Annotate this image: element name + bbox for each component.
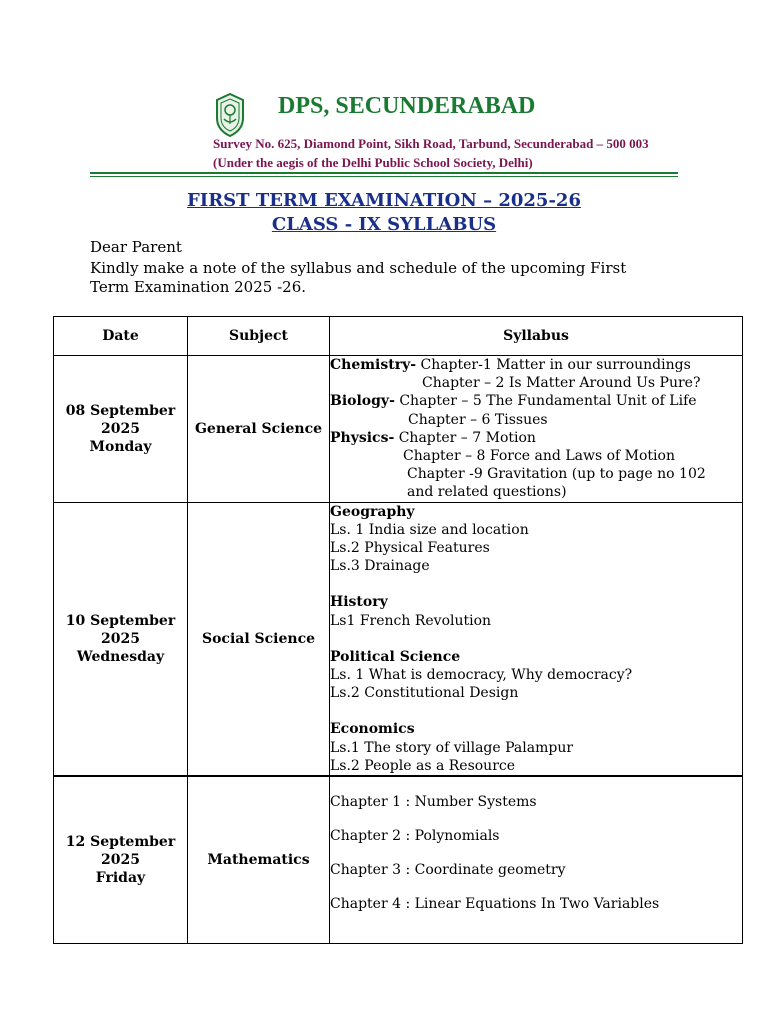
exam-date: [54, 502, 188, 776]
date-weekday: Monday: [89, 438, 152, 455]
header-syllabus: Syllabus: [330, 317, 743, 356]
subject-name: Mathematics: [188, 776, 330, 944]
table-row: [54, 776, 743, 944]
subject-name: General Science: [188, 356, 330, 503]
chapter-text: Chapter -9 Gravitation (up to page no 102: [407, 466, 706, 483]
school-address: Survey No. 625, Diamond Point, Sikh Road, Tarbund, Secunderabad – 500 003: [213, 136, 649, 151]
lesson-text: Ls.2 Physical Features: [330, 540, 490, 557]
chapter-text: Chapter – 2 Is Matter Around Us Pure?: [422, 375, 701, 392]
date-day: 12 September: [65, 834, 176, 851]
section-label: Political Science: [330, 648, 461, 665]
school-affiliation: (Under the aegis of the Delhi Public School Society, Delhi): [213, 155, 533, 170]
section-label: Geography: [330, 503, 415, 520]
class-title: CLASS - IX SYLLABUS: [271, 214, 497, 235]
chapter-text: Chapter – 7 Motion: [394, 429, 536, 446]
header-divider-thin: [90, 176, 678, 177]
section-label: Physics-: [330, 429, 395, 446]
date-year: 2025: [101, 420, 140, 437]
chapter-text: Chapter 2 : Polynomials: [330, 828, 500, 845]
table-row: [54, 356, 743, 503]
syllabus-cell: [330, 502, 743, 776]
section-label: Biology-: [330, 393, 395, 410]
date-year: 2025: [101, 852, 140, 869]
greeting: Dear Parent: [90, 238, 182, 256]
exam-date: [54, 356, 188, 503]
date-weekday: Wednesday: [76, 648, 165, 665]
date-year: 2025: [101, 630, 140, 647]
table-header-row: [54, 317, 743, 356]
syllabus-cell: [330, 356, 743, 503]
chapter-text: Chapter – 8 Force and Laws of Motion: [403, 448, 675, 465]
chapter-text: Chapter 4 : Linear Equations In Two Variables: [330, 896, 660, 913]
subject-name: Social Science: [188, 502, 330, 776]
table-row: [54, 502, 743, 776]
chapter-text: Chapter 3 : Coordinate geometry: [330, 862, 566, 879]
lesson-text: Ls.1 The story of village Palampur: [330, 739, 574, 756]
chapter-text: Chapter – 6 Tissues: [408, 411, 548, 428]
header-date: Date: [54, 317, 188, 356]
intro-line-1: Kindly make a note of the syllabus and schedule of the upcoming First: [90, 259, 627, 277]
lesson-text: Ls.3 Drainage: [330, 558, 430, 575]
lesson-text: Ls. 1 India size and location: [330, 521, 529, 538]
school-name: DPS, SECUNDERABAD: [278, 93, 536, 119]
lesson-text: Ls. 1 What is democracy, Why democracy?: [330, 667, 633, 684]
exam-title: FIRST TERM EXAMINATION – 2025-26: [187, 190, 581, 211]
date-day: 08 September: [65, 402, 176, 419]
section-label: History: [330, 594, 388, 611]
exam-date: [54, 776, 188, 944]
lesson-text: Ls.2 Constitutional Design: [330, 685, 519, 702]
lesson-text: Ls1 French Revolution: [330, 612, 492, 629]
school-emblem-icon: [214, 92, 246, 138]
date-day: 10 September: [65, 612, 176, 629]
lesson-text: Ls.2 People as a Resource: [330, 757, 516, 774]
syllabus-table: [53, 316, 743, 944]
section-label: Chemistry-: [330, 357, 417, 373]
chapter-text: Chapter – 5 The Fundamental Unit of Life: [394, 393, 697, 410]
chapter-text: Chapter-1 Matter in our surroundings: [416, 357, 691, 373]
chapter-text: Chapter 1 : Number Systems: [330, 794, 537, 811]
header-subject: Subject: [188, 317, 330, 356]
date-weekday: Friday: [95, 870, 146, 887]
section-label: Economics: [330, 721, 415, 738]
intro-line-2: Term Examination 2025 -26.: [90, 278, 307, 296]
syllabus-cell: [330, 776, 743, 944]
header-divider-thick: [90, 172, 678, 174]
letterhead: [0, 0, 768, 180]
chapter-text: and related questions): [407, 484, 567, 501]
